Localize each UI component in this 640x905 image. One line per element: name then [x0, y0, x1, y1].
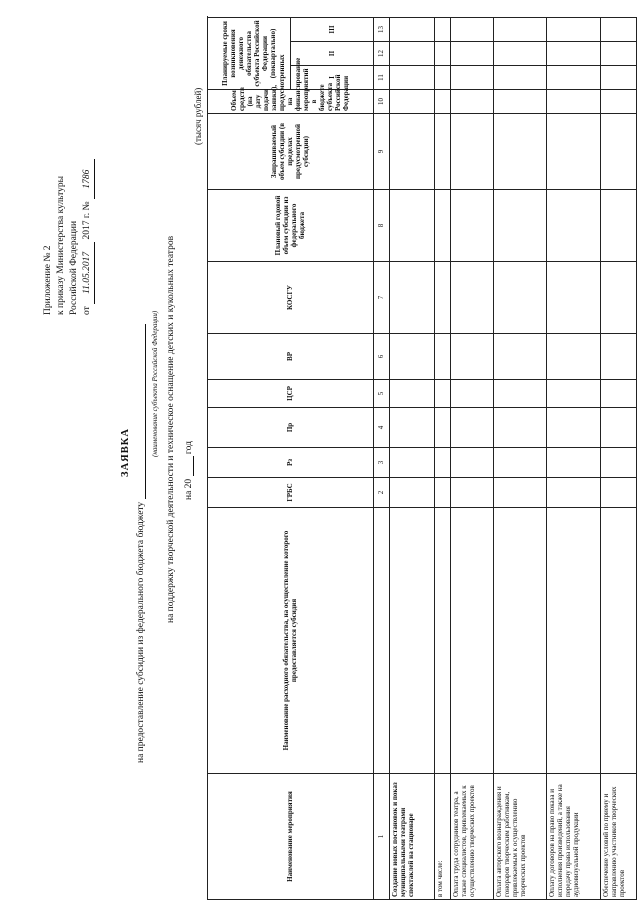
year-fill-line: [183, 456, 194, 476]
header-q1: I: [290, 65, 373, 89]
appendix-line-1: Приложение № 2: [43, 245, 53, 315]
units-label: (тысяч рублей): [193, 87, 203, 145]
col-number: 11: [373, 65, 389, 89]
region-caption: (наименование субъекта Российской Федерации): [151, 310, 159, 457]
col-number: 8: [373, 189, 389, 261]
table-row: [600, 17, 636, 899]
col-number: 2: [373, 477, 389, 507]
table-row: [389, 17, 434, 899]
appendix-year: 2017 г. №: [82, 201, 92, 240]
col-number-empty: [373, 507, 389, 773]
col-number: 3: [373, 447, 389, 477]
header-planned-volume: Плановый годовой объем субсидии из федерального бюджета: [208, 189, 374, 261]
header-grbs: ГРБС: [208, 477, 374, 507]
col-number: 7: [373, 261, 389, 333]
request-table: [207, 17, 637, 900]
header-rz: Рз: [208, 447, 374, 477]
year-prefix: на 20: [184, 478, 194, 500]
year-suffix: год: [184, 441, 194, 455]
row-label: Оплату договоров на право показа и исполнения произведений, а также на передачу права использования аудиовизуальной продукции: [547, 774, 600, 900]
request-line-3: [183, 441, 194, 500]
appendix-line-4: [81, 75, 95, 315]
header-requested-volume: Запрашиваемый объем субсидии (в пределах предусмотренной субсидии): [208, 113, 374, 189]
document-title: ЗАЯВКА: [120, 428, 131, 477]
request-line-1-text: на предоставление субсидии из федерального бюджета бюджету: [136, 501, 146, 763]
col-number: 12: [373, 41, 389, 65]
header-vr: ВР: [208, 333, 374, 379]
col-number: 6: [373, 333, 389, 379]
request-line-1: [135, 324, 146, 763]
table-row: [547, 17, 600, 899]
header-event: Наименование мероприятия: [208, 774, 374, 900]
appendix-block: [42, 75, 95, 315]
header-pr: Пр: [208, 407, 374, 447]
appendix-line-3: Российской Федерации: [69, 220, 79, 315]
col-number: 13: [373, 17, 389, 41]
col-number: 1: [373, 774, 389, 900]
row-label: Оплата труда сотрудников театра, а также специалистов, привлекаемых к осуществлению творческих проектов: [451, 774, 494, 900]
header-obligation: Наименование расходного обязательства, на осуществление которого предоставляется субсидия: [208, 507, 374, 773]
request-line-2: на поддержку творческой деятельности и техническое оснащение детских и кукольных театров: [166, 235, 176, 623]
appendix-number-handwritten: 1786: [81, 159, 95, 199]
table-row: [451, 17, 494, 899]
region-fill-line: [135, 324, 146, 499]
appendix-prefix: от: [82, 306, 92, 315]
header-csr: ЦСР: [208, 379, 374, 407]
col-number: 4: [373, 407, 389, 447]
appendix-date-handwritten: 11.05.2017: [81, 242, 95, 304]
row-label: в том числе:: [435, 774, 451, 900]
row-label: Обеспечение условий по приему и направлению участников творческих проектов: [600, 774, 636, 900]
header-q3: III: [290, 17, 373, 41]
appendix-line-2: к приказу Министерства культуры: [56, 175, 66, 315]
row-label: Оплата авторского вознаграждения и гонораров творческим работникам, привлекаемым к осуществлению творческих проектов: [493, 774, 546, 900]
row-label: Создание новых постановок и показ муниципальными театрами спектаклей на стационаре: [389, 774, 434, 900]
col-number: 9: [373, 113, 389, 189]
col-number: 5: [373, 379, 389, 407]
header-obligation-terms: Планируемые сроки возникновения денежного обязательства субъекта Российской Федерации (поквартально): [208, 17, 291, 89]
header-regional-funds: Объем средств (на дату подачи заявки), предусмотренных на финансирование мероприятий в бюджете субъекта Российской Федерации: [208, 89, 374, 113]
header-q2: II: [290, 41, 373, 65]
table-row: [435, 17, 451, 899]
col-number: 10: [373, 89, 389, 113]
table-row: [493, 17, 546, 899]
header-kosgu: КОСГУ: [208, 261, 374, 333]
